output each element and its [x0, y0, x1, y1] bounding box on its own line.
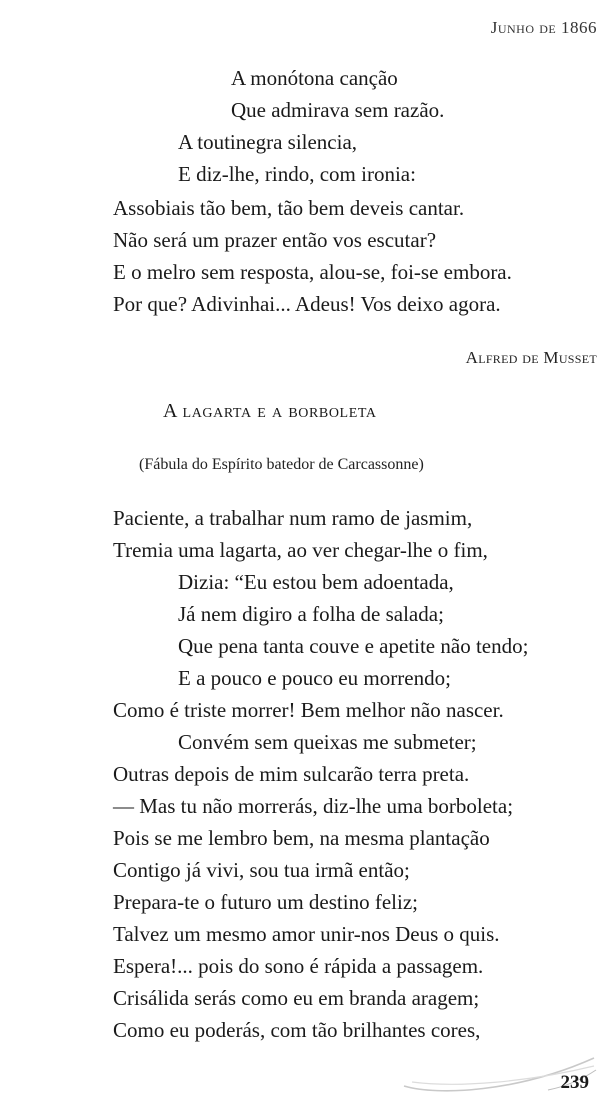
- poem-author: Alfred de Musset: [465, 348, 597, 367]
- poem-line: Como eu poderás, com tão brilhantes cores,: [113, 1018, 481, 1042]
- poem-line: Que admirava sem razão.: [231, 98, 445, 122]
- poem-line: Outras depois de mim sulcarão terra preta.: [113, 762, 470, 786]
- poem-line: — Mas tu não morrerás, diz-lhe uma borboleta;: [113, 794, 514, 818]
- poem-line: Paciente, a trabalhar num ramo de jasmim,: [113, 506, 473, 530]
- poem-line: A monótona canção: [231, 66, 398, 90]
- poem-line: E o melro sem resposta, alou-se, foi-se embora.: [113, 260, 512, 284]
- poem-line: Pois se me lembro bem, na mesma plantação: [113, 826, 490, 850]
- poem-title: A lagarta e a borboleta: [163, 400, 377, 422]
- poem-line: Já nem digiro a folha de salada;: [178, 602, 444, 626]
- poem-line: Espera!... pois do sono é rápida a passagem.: [113, 954, 484, 978]
- poem-line: Tremia uma lagarta, ao ver chegar-lhe o fim,: [113, 538, 488, 562]
- page-number: 239: [560, 1072, 589, 1093]
- poem-line: Por que? Adivinhai... Adeus! Vos deixo agora.: [113, 292, 501, 316]
- poem-line: Assobiais tão bem, tão bem deveis cantar.: [113, 196, 465, 220]
- poem-line: Dizia: “Eu estou bem adoentada,: [178, 570, 454, 594]
- poem-line: Prepara-te o futuro um destino feliz;: [113, 890, 418, 914]
- poem-line: Crisálida serás como eu em branda aragem;: [113, 986, 480, 1010]
- poem-line: Convém sem queixas me submeter;: [178, 730, 477, 754]
- poem-line: Não será um prazer então vos escutar?: [113, 228, 437, 252]
- poem-line: E a pouco e pouco eu morrendo;: [178, 666, 451, 690]
- poem-subtitle: (Fábula do Espírito batedor de Carcassonne): [139, 456, 424, 473]
- poem-line: Talvez um mesmo amor unir-nos Deus o quis.: [113, 922, 500, 946]
- poem-line: E diz-lhe, rindo, com ironia:: [178, 162, 416, 186]
- poem-line: Como é triste morrer! Bem melhor não nascer.: [113, 698, 504, 722]
- poem-line: Contigo já vivi, sou tua irmã então;: [113, 858, 410, 882]
- poem-line: A toutinegra silencia,: [178, 130, 358, 154]
- running-header: Junho de 1866: [490, 18, 597, 37]
- poem-line: Que pena tanta couve e apetite não tendo;: [178, 634, 529, 658]
